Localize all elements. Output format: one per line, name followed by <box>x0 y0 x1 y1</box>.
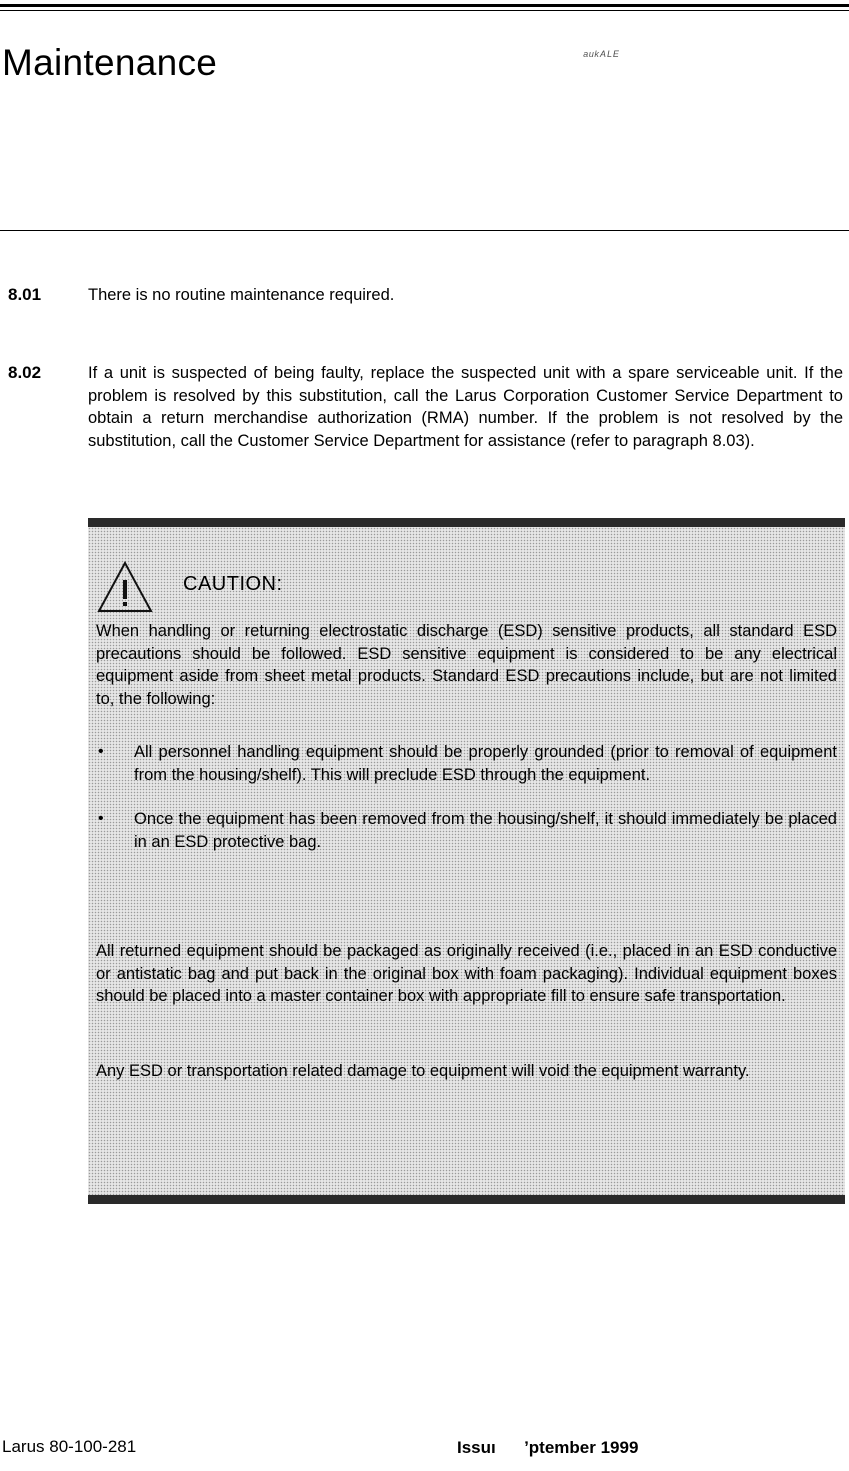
caution-intro: When handling or returning electrostatic discharge (ESD) sensitive products, all standard ESD precautions should be followed. ESD sensitive equipment is considered to be any electrical equipment aside from sheet metal products. Standard ESD precautions include, but are not limited to, the following: <box>96 622 837 708</box>
list-item <box>96 808 837 853</box>
caution-warranty: Any ESD or transportation related damage to equipment will void the equipment warranty. <box>96 1062 750 1080</box>
paragraph-text: If a unit is suspected of being faulty, replace the suspected unit with a spare serviceable unit. If the problem is resolved by this substitution, call the Larus Corporation Customer Service Department to obtain a return merchandise authorization (RMA) number. If the problem is not resolved by the substitution, call the Customer Service Department for assistance (refer to paragraph 8.03). <box>88 364 843 450</box>
paragraph-8-02 <box>8 362 843 452</box>
paragraph-number: 8.01 <box>8 285 42 304</box>
bullet-icon: • <box>98 743 104 760</box>
caution-box <box>88 518 845 1204</box>
paragraph-number: 8.02 <box>8 363 42 382</box>
list-item <box>96 741 837 786</box>
footer-doc-number: Larus 80-100-281 <box>2 1437 137 1456</box>
top-rule <box>0 4 849 7</box>
paragraph-8-01 <box>8 284 843 307</box>
warning-triangle-icon <box>96 560 154 614</box>
bullet-text: All personnel handling equipment should be properly grounded (prior to removal of equipment from the housing/shelf). This will preclude ESD through the equipment. <box>134 743 837 784</box>
paragraph-text: There is no routine maintenance required. <box>88 286 395 304</box>
caution-label: CAUTION: <box>183 573 283 595</box>
top-rule-thin <box>0 10 849 11</box>
footer-issue-date: Issuı ʼptember 1999 <box>457 1438 639 1457</box>
bullet-text: Once the equipment has been removed from the housing/shelf, it should immediately be placed in an ESD protective bag. <box>134 810 837 851</box>
caution-bullet-list <box>96 741 837 875</box>
section-divider <box>0 230 849 231</box>
caution-bottom-bar <box>88 1195 845 1204</box>
caution-top-bar <box>88 518 845 527</box>
page-title: Maintenance <box>2 42 218 83</box>
corner-stamp: ᵃᵘᵏᴬᴸᴱ <box>583 48 620 63</box>
bullet-icon: • <box>98 810 104 827</box>
caution-packaging: All returned equipment should be packaged as originally received (i.e., placed in an ESD conductive or antistatic bag and put back in the original box with foam packaging). Individual equipment boxes should be placed into a master container box with appropriate fill to ensure safe transportation. <box>96 942 837 1005</box>
